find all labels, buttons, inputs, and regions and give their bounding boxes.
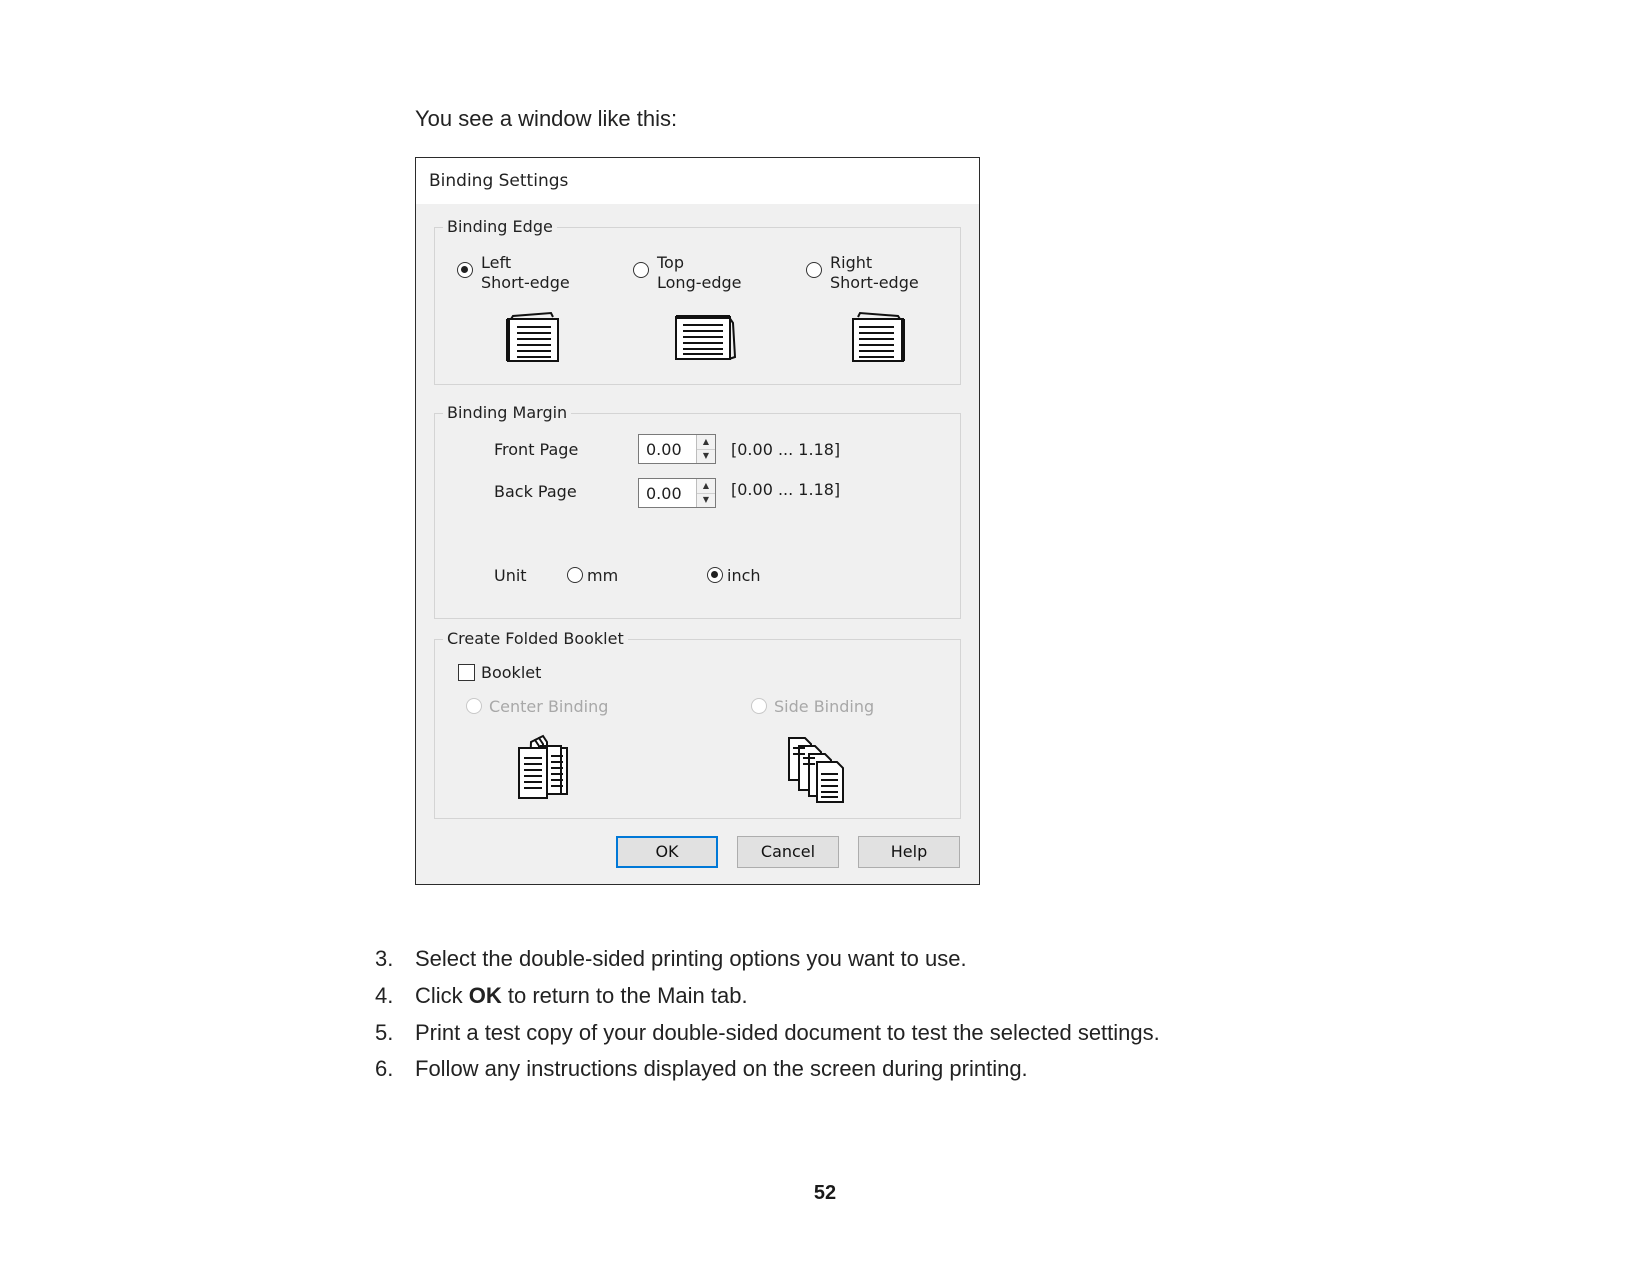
binding-edge-group [434,217,961,385]
spin-down-icon[interactable]: ▼ [702,451,710,460]
step-text: Print a test copy of your double-sided document to test the selected settings. [415,1020,1160,1045]
top-binding-page-icon [673,313,739,363]
intro-text: You see a window like this: [415,106,678,131]
back-page-value[interactable]: 0.00 [646,484,682,503]
step-number: 6. [375,1056,394,1081]
step-number: 4. [375,983,394,1008]
center-binding-label[interactable]: Center Binding [489,697,609,716]
unit-mm-radio[interactable] [567,567,583,583]
binding-margin-legend: Binding Margin [443,403,571,422]
step-4 [375,983,748,1009]
top-option-line2[interactable]: Long-edge [657,273,742,292]
back-page-range: [0.00 ... 1.18] [731,480,841,499]
center-binding-radio[interactable] [466,698,482,714]
unit-inch-radio[interactable] [707,567,723,583]
step-text: Follow any instructions displayed on the screen during printing. [415,1056,1028,1081]
cancel-button[interactable]: Cancel [737,836,839,868]
unit-mm-label[interactable]: mm [587,566,619,585]
spin-up-icon[interactable]: ▲ [697,479,715,494]
front-page-label: Front Page [494,440,579,459]
step-number: 5. [375,1020,394,1045]
top-long-edge-radio[interactable] [633,262,649,278]
left-short-edge-radio[interactable] [457,262,473,278]
step-text-bold: OK [468,983,502,1008]
step-text: Select the double-sided printing options you want to use. [415,946,967,971]
front-page-range: [0.00 ... 1.18] [731,440,841,459]
step-text-pre: Click [415,983,469,1008]
top-option-line1[interactable]: Top [657,253,684,272]
front-page-value[interactable]: 0.00 [646,440,682,459]
page-number: 52 [813,1182,837,1204]
binding-edge-legend: Binding Edge [443,217,557,236]
front-page-spinner[interactable] [638,434,716,464]
dialog-titlebar [416,158,979,204]
right-binding-page-icon [850,311,908,363]
step-6 [375,1056,1028,1082]
unit-label: Unit [494,566,527,585]
left-binding-page-icon [505,311,563,363]
unit-inch-label[interactable]: inch [727,566,761,585]
step-number: 3. [375,946,394,971]
right-option-line2[interactable]: Short-edge [830,273,919,292]
step-5 [375,1020,1160,1046]
side-binding-radio[interactable] [751,698,767,714]
center-binding-icon [515,734,575,800]
step-text-post: to return to the Main tab. [501,983,748,1008]
folded-booklet-legend: Create Folded Booklet [443,629,628,648]
step-3 [375,946,967,972]
ok-button[interactable]: OK [616,836,718,868]
spin-down-icon[interactable]: ▼ [702,495,710,504]
side-binding-icon [785,734,851,804]
booklet-checkbox[interactable] [458,664,475,681]
left-option-line2[interactable]: Short-edge [481,273,570,292]
binding-settings-dialog [415,157,980,885]
spin-up-icon[interactable]: ▲ [697,435,715,450]
binding-margin-group [434,403,961,619]
folded-booklet-group [434,629,961,819]
left-option-line1[interactable]: Left [481,253,512,272]
right-option-line1[interactable]: Right [830,253,873,272]
side-binding-label[interactable]: Side Binding [774,697,875,716]
back-page-label: Back Page [494,482,577,501]
back-page-spinner[interactable] [638,478,716,508]
right-short-edge-radio[interactable] [806,262,822,278]
help-button[interactable]: Help [858,836,960,868]
dialog-title: Binding Settings [429,171,569,191]
booklet-label[interactable]: Booklet [481,663,542,682]
